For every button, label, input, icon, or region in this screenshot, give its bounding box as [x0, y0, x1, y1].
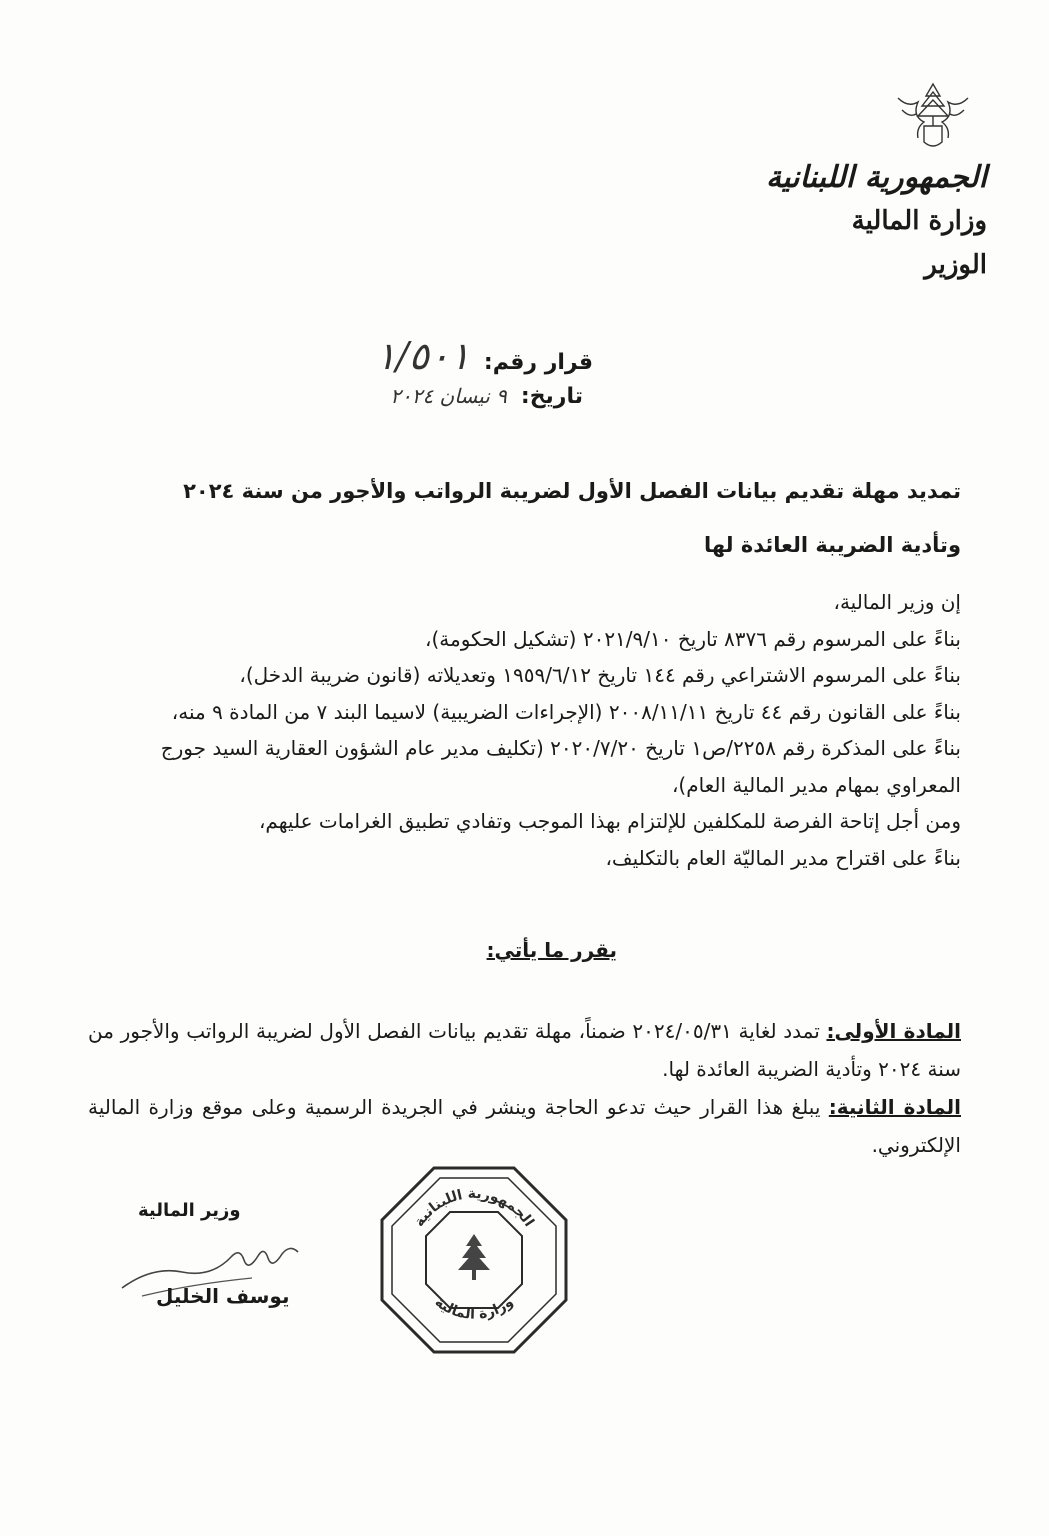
preamble	[100, 584, 961, 876]
article-2	[88, 1088, 961, 1164]
svg-text:الجمهورية اللبنانية	[411, 1186, 537, 1230]
article-1-label: المادة الأولى:	[826, 1019, 961, 1043]
signer-title: وزير المالية	[138, 1200, 241, 1221]
article-2-label: المادة الثانية:	[828, 1095, 961, 1119]
cedar-emblem-icon	[888, 78, 978, 158]
decides-heading: يقرر ما يأتي:	[486, 938, 617, 962]
article-2-text: يبلغ هذا القرار حيث تدعو الحاجة وينشر في الجريدة الرسمية وعلى موقع وزارة المالية الإلكتروني.	[88, 1095, 961, 1157]
preamble-line: بناءً على المرسوم رقم ٨٣٧٦ تاريخ ٢٠٢١/٩/١٠ (تشكيل الحكومة)،	[425, 626, 961, 651]
preamble-line: بناءً على المذكرة رقم ٢٢٥٨/ص١ تاريخ ٢٠٢٠/٧/٢٠ (تكليف مدير عام الشؤون العقارية السيد جورج المعراوي بمهام مدير المالية العام)،	[160, 736, 961, 797]
preamble-line: بناءً على القانون رقم ٤٤ تاريخ ٢٠٠٨/١١/١١ (الإجراءات الضريبية) لاسيما البند ٧ من المادة ٩ منه،	[171, 699, 961, 724]
signer-name: يوسف الخليل	[156, 1284, 290, 1308]
ministry-seal	[376, 1162, 572, 1358]
seal-bottom-text: وزارة المالية	[431, 1294, 517, 1323]
decision-number-label: قرار رقم:	[483, 350, 593, 375]
decision-date-label: تاريخ:	[520, 384, 583, 409]
republic-name: الجمهورية اللبنانية	[765, 160, 987, 195]
decision-date-row	[390, 384, 583, 409]
svg-text:وزارة المالية	[432, 1294, 517, 1323]
preamble-line: إن وزير المالية،	[833, 590, 961, 614]
article-1-text: تمدد لغاية ٢٠٢٤/٠٥/٣١ ضمناً، مهلة تقديم بيانات الفصل الأول لضريبة الرواتب والأجور من سنة ٢٠٢٤ وتأدية الضريبة العائدة لها.	[88, 1019, 961, 1081]
ministry-name: وزارة المالية	[851, 206, 987, 236]
seal-cedar-icon	[458, 1234, 490, 1280]
decision-date-value: ٩ نيسان ٢٠٢٤	[390, 384, 507, 408]
articles	[88, 1012, 961, 1164]
decision-number-row	[375, 334, 593, 378]
seal-top-text: الجمهورية اللبنانية	[411, 1185, 537, 1230]
decision-subject: تمديد مهلة تقديم بيانات الفصل الأول لضريبة الرواتب والأجور من سنة ٢٠٢٤ وتأدية الضريبة العائدة لها	[183, 479, 961, 557]
minister-title: الوزير	[924, 250, 987, 280]
preamble-line: ومن أجل إتاحة الفرصة للمكلفين للإلتزام بهذا الموجب وتفادي تطبيق الغرامات عليهم،	[258, 809, 961, 833]
preamble-line: بناءً على اقتراح مدير الماليّة العام بالتكليف،	[605, 845, 961, 870]
article-1	[88, 1012, 961, 1088]
preamble-line: بناءً على المرسوم الاشتراعي رقم ١٤٤ تاريخ ١٩٥٩/٦/١٢ وتعديلاته (قانون ضريبة الدخل)،	[239, 663, 961, 687]
decision-number-value: ١/٥٠١	[375, 334, 470, 378]
